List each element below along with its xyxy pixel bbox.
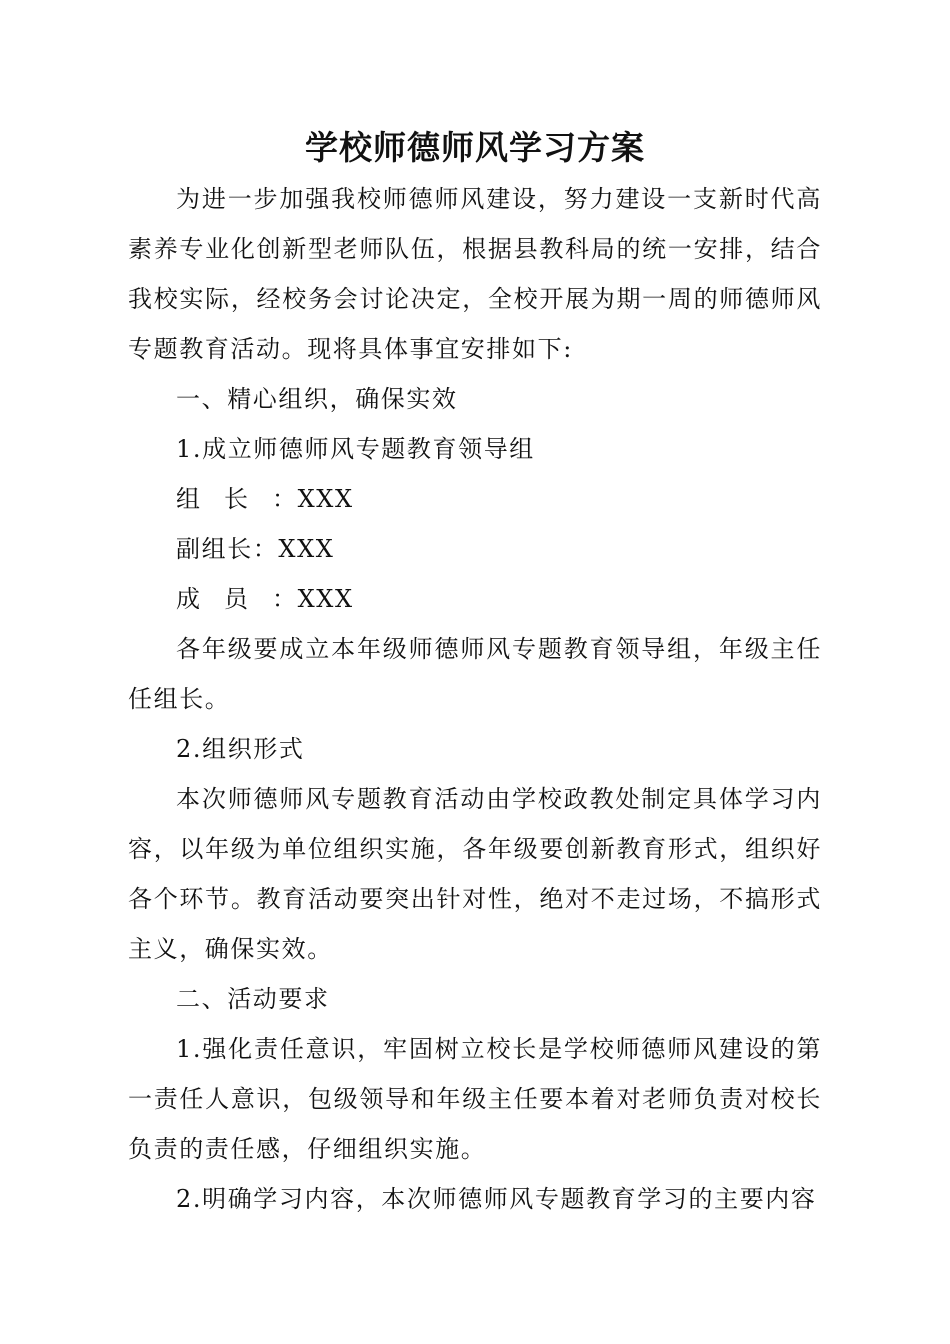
item1-2-heading: 2.组织形式: [176, 735, 305, 763]
deputy-label: 副组长: [176, 535, 253, 563]
member-value: XXX: [297, 585, 354, 613]
intro-paragraph: 为进一步加强我校师德师风建设，努力建设一支新时代高素养专业化创新型老师队伍，根据县教科局的统一安排，结合我校实际，经校务会讨论决定，全校开展为期一周的师德师风专题教育活动。现将具体事宜安排如下:: [128, 185, 822, 363]
deputy-row: 副组长：XXX: [128, 524, 822, 574]
leader-value: XXX: [297, 485, 354, 513]
member-label: 成员: [176, 585, 272, 613]
section2-heading: 二、活动要求: [176, 985, 330, 1013]
requirement-2-paragraph: 2.明确学习内容，本次师德师风专题教育学习的主要内容: [176, 1185, 817, 1213]
leader-label: 组长: [176, 485, 272, 513]
item1-1-heading: 1.成立师德师风专题教育领导组: [176, 435, 535, 463]
deputy-value: XXX: [278, 535, 335, 563]
org-form-paragraph: 本次师德师风专题教育活动由学校政教处制定具体学习内容，以年级为单位组织实施，各年级要创新教育形式，组织好各个环节。教育活动要突出针对性，绝对不走过场，不搞形式主义，确保实效。: [128, 785, 822, 963]
grade-group-paragraph: 各年级要成立本年级师德师风专题教育领导组，年级主任任组长。: [128, 635, 822, 713]
member-row: 成员：XXX: [128, 574, 822, 624]
document-title: 学校师德师风学习方案: [305, 128, 645, 167]
requirement-1-paragraph: 1.强化责任意识，牢固树立校长是学校师德师风建设的第一责任人意识，包级领导和年级主任要本着对老师负责对校长负责的责任感，仔细组织实施。: [128, 1035, 822, 1163]
section1-heading: 一、精心组织，确保实效: [176, 385, 458, 413]
leader-row: 组长：XXX: [128, 474, 822, 524]
document-body: [128, 174, 822, 1224]
